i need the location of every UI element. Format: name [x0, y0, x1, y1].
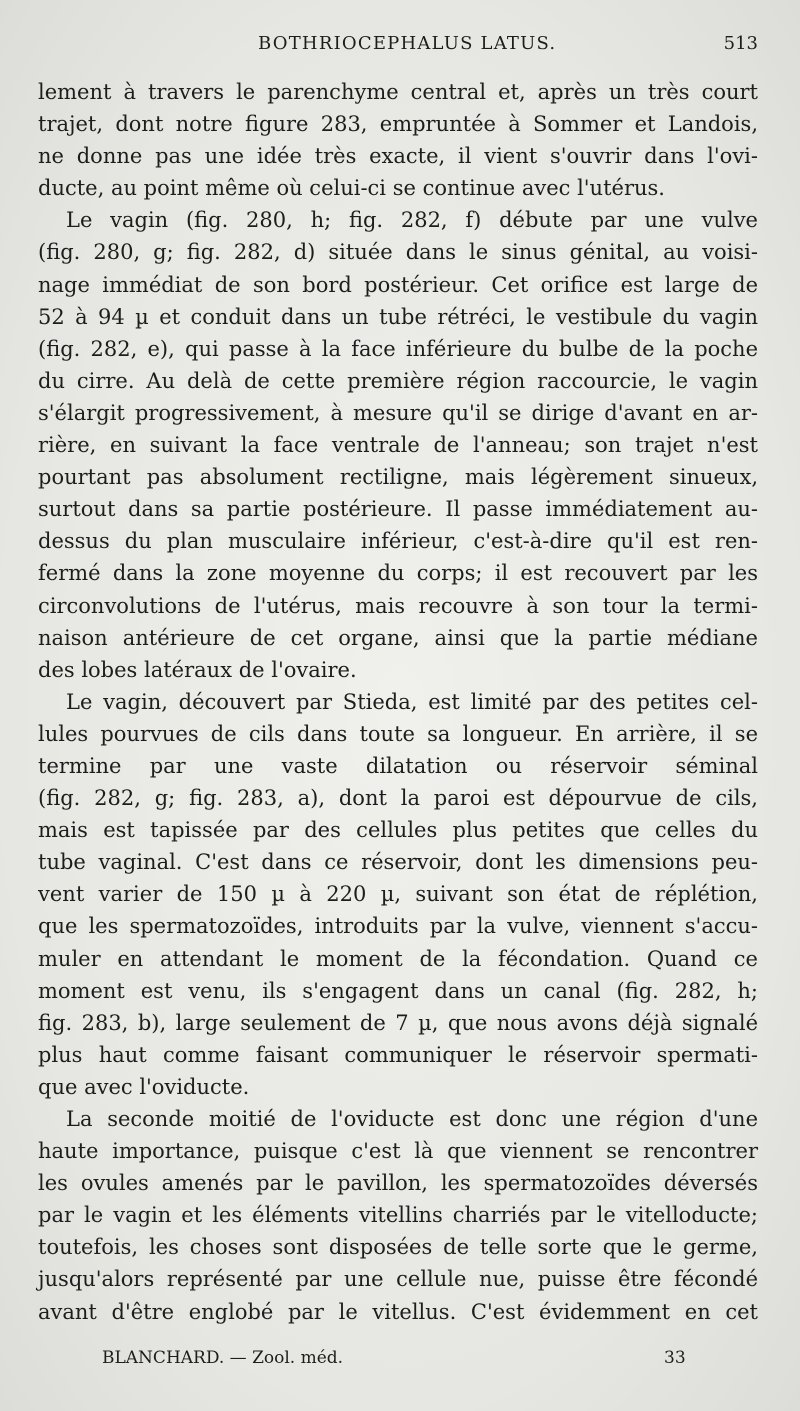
body-text [38, 76, 758, 1328]
running-title: BOTHRIOCEPHALUS LATUS. [258, 33, 557, 54]
page-header [0, 33, 800, 61]
paragraph [38, 686, 758, 1103]
text-line: La seconde moitié de l'oviducte est donc une région d'une [66, 1107, 758, 1131]
text-line: (fig. 282, e), qui passe à la face inférieure du bulbe de la poche [38, 336, 758, 361]
text-line: pourtant pas absolument rectiligne, mais légèrement sinueux, [38, 465, 758, 490]
text-line: avant d'être englobé par le vitellus. C'est évidemment en cet [38, 1299, 758, 1324]
text-line: par le vagin et les éléments vitellins charriés par le vitelloducte; [38, 1203, 758, 1228]
text-line: muler en attendant le moment de la fécondation. Quand ce [38, 946, 758, 971]
text-line: circonvolutions de l'utérus, mais recouvre à son tour la termi- [38, 593, 758, 618]
paragraph [38, 1103, 758, 1328]
text-line: nage immédiat de son bord postérieur. Cet orifice est large de [38, 272, 758, 297]
text-line: tube vaginal. C'est dans ce réservoir, dont les dimensions peu- [38, 850, 758, 875]
text-line: moment est venu, ils s'engagent dans un canal (fig. 282, h; [38, 978, 758, 1003]
text-line: Le vagin (fig. 280, h; fig. 282, f) débute par une vulve [66, 208, 758, 233]
text-line: (fig. 280, g; fig. 282, d) située dans le sinus génital, au voisi- [38, 240, 758, 265]
text-line: dessus du plan musculaire inférieur, c'est-à-dire qu'il est ren- [38, 529, 758, 554]
text-line: plus haut comme faisant communiquer le réservoir spermati- [38, 1042, 758, 1067]
paragraph [38, 204, 758, 685]
text-line: fermé dans la zone moyenne du corps; il est recouvert par les [38, 561, 758, 586]
text-line: les ovules amenés par le pavillon, les spermatozoïdes déversés [38, 1171, 758, 1196]
text-line: fig. 283, b), large seulement de 7 µ, que nous avons déjà signalé [38, 1010, 758, 1035]
text-line: surtout dans sa partie postérieure. Il passe immédiatement au- [38, 497, 758, 522]
text-line: mais est tapissée par des cellules plus petites que celles du [38, 818, 758, 843]
text-line: du cirre. Au delà de cette première région raccourcie, le vagin [38, 368, 758, 393]
text-line: termine par une vaste dilatation ou réservoir séminal [38, 753, 758, 778]
text-line: lules pourvues de cils dans toute sa longueur. En arrière, il se [38, 721, 758, 746]
text-line: naison antérieure de cet organe, ainsi que la partie médiane [38, 625, 758, 650]
paragraph [38, 76, 758, 204]
text-line: lement à travers le parenchyme central et, après un très court [38, 80, 758, 104]
text-line: haute importance, puisque c'est là que viennent se rencontrer [38, 1139, 758, 1164]
text-line: Le vagin, découvert par Stieda, est limité par des petites cel- [66, 689, 758, 714]
text-line: ne donne pas une idée très exacte, il vient s'ouvrir dans l'ovi- [38, 144, 758, 169]
page-number: 513 [723, 33, 758, 54]
text-line: s'élargit progressivement, à mesure qu'il se dirige d'avant en ar- [38, 400, 758, 425]
text-line: jusqu'alors représenté par une cellule nue, puisse être fécondé [38, 1267, 758, 1292]
text-line: 52 à 94 µ et conduit dans un tube rétréci, le vestibule du vagin [38, 304, 758, 329]
text-line: vent varier de 150 µ à 220 µ, suivant son état de réplétion, [38, 882, 758, 907]
text-line: rière, en suivant la face ventrale de l'anneau; son trajet n'est [38, 433, 758, 458]
text-line: ducte, au point même où celui-ci se continue avec l'utérus. [38, 176, 665, 201]
text-line: que les spermatozoïdes, introduits par la vulve, viennent s'accu- [38, 914, 758, 939]
text-line: que avec l'oviducte. [38, 1074, 250, 1099]
text-line: (fig. 282, g; fig. 283, a), dont la paroi est dépourvue de cils, [38, 786, 758, 811]
page-footer [0, 1348, 800, 1376]
text-line: des lobes latéraux de l'ovaire. [38, 657, 357, 682]
text-line: toutefois, les choses sont disposées de telle sorte que le germe, [38, 1235, 758, 1260]
text-line: trajet, dont notre figure 283, empruntée à Sommer et Landois, [38, 112, 758, 137]
printer-signature: BLANCHARD. — Zool. méd. [102, 1348, 344, 1368]
signature-number: 33 [664, 1348, 686, 1368]
